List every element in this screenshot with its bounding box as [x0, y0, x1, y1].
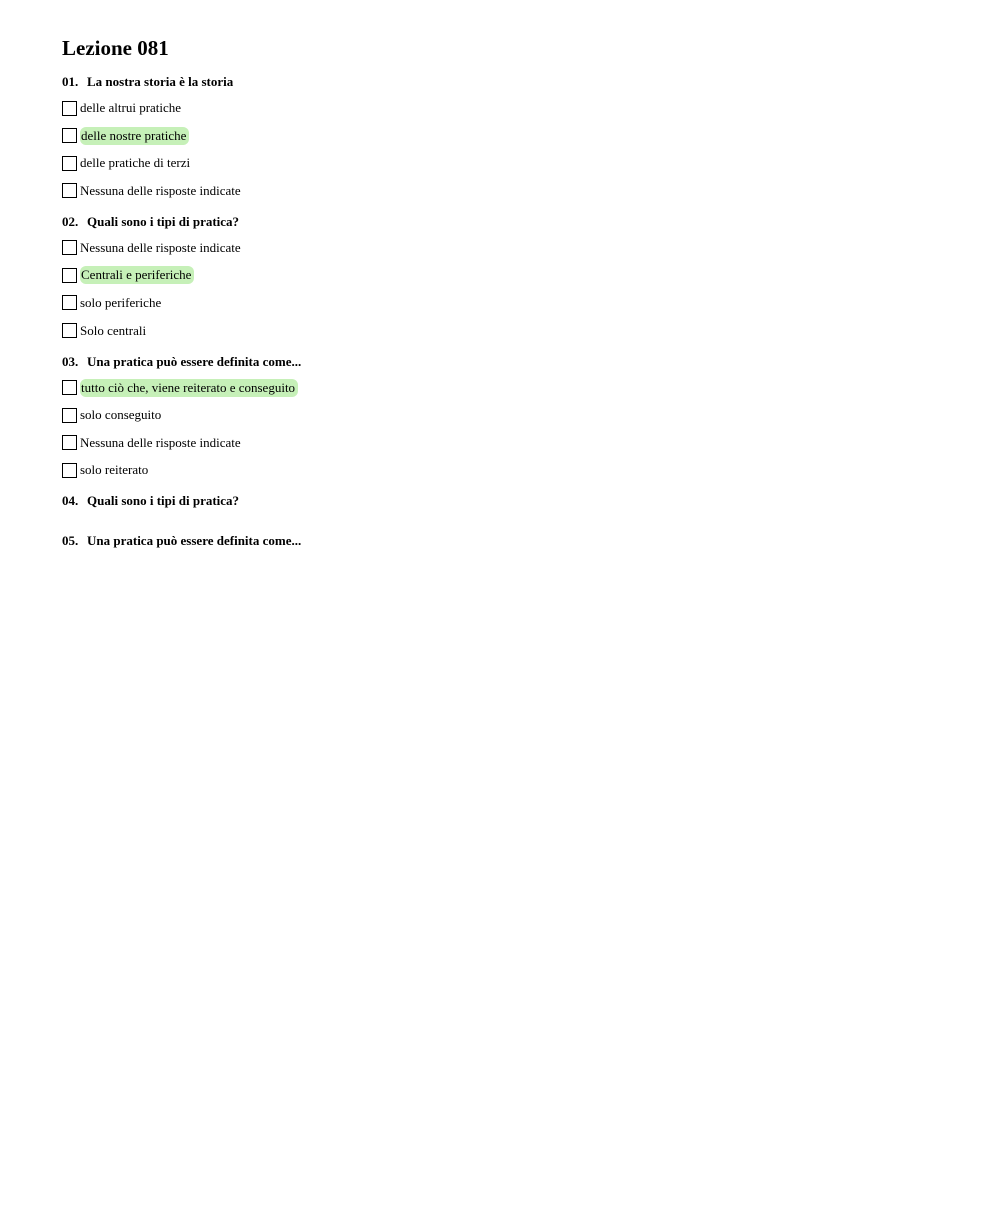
answer-label: Nessuna delle risposte indicate — [80, 182, 241, 198]
question-number: 05. — [62, 533, 79, 549]
answer-option[interactable] — [62, 154, 962, 172]
answer-option[interactable] — [62, 322, 962, 340]
page-title: Lezione 081 — [62, 36, 169, 60]
answer-label: tutto ciò che, viene reiterato e conseguito — [80, 379, 298, 397]
document-page — [62, 36, 962, 573]
answer-option-correct[interactable] — [62, 379, 962, 397]
answer-label: Nessuna delle risposte indicate — [80, 434, 241, 450]
question-label: Quali sono i tipi di pratica? — [87, 213, 240, 229]
answer-option[interactable] — [62, 239, 962, 257]
answer-label: delle nostre pratiche — [80, 127, 189, 145]
answer-option[interactable] — [62, 182, 962, 200]
question-text — [62, 493, 962, 509]
answer-label: Centrali e periferiche — [80, 266, 194, 284]
question-text — [62, 533, 962, 549]
answer-option[interactable] — [62, 294, 962, 312]
answer-label: delle altrui pratiche — [80, 100, 182, 115]
question-number: 01. — [62, 74, 79, 89]
answer-label: Nessuna delle risposte indicate — [80, 239, 241, 255]
answer-option[interactable] — [62, 406, 962, 424]
answer-option[interactable] — [62, 434, 962, 452]
answer-checkbox[interactable] — [62, 295, 77, 310]
answer-checkbox[interactable] — [62, 323, 77, 338]
answer-label: delle pratiche di terzi — [80, 155, 191, 171]
question-1 — [62, 74, 962, 200]
answer-checkbox[interactable] — [62, 156, 77, 171]
question-text — [62, 354, 962, 370]
answer-label: Solo centrali — [80, 322, 147, 338]
answer-checkbox[interactable] — [62, 408, 77, 423]
question-number: 02. — [62, 213, 79, 229]
answer-checkbox[interactable] — [62, 128, 77, 143]
question-text — [62, 214, 962, 230]
answer-checkbox[interactable] — [62, 101, 77, 116]
answer-checkbox[interactable] — [62, 183, 77, 198]
question-text — [62, 74, 962, 90]
answer-label: solo periferiche — [80, 294, 162, 310]
answer-checkbox[interactable] — [62, 380, 77, 395]
answer-option[interactable] — [62, 461, 962, 479]
answer-option-correct[interactable] — [62, 127, 962, 145]
answer-checkbox[interactable] — [62, 435, 77, 450]
answer-label: solo reiterato — [80, 462, 149, 478]
answer-option-correct[interactable] — [62, 266, 962, 284]
answer-checkbox[interactable] — [62, 463, 77, 478]
answer-checkbox[interactable] — [62, 240, 77, 255]
answer-checkbox[interactable] — [62, 268, 77, 283]
question-5 — [62, 533, 962, 549]
question-2 — [62, 214, 962, 340]
question-number: 03. — [62, 353, 79, 369]
question-number: 04. — [62, 493, 79, 509]
question-4 — [62, 493, 962, 509]
question-3 — [62, 354, 962, 480]
question-label: Una pratica può essere definita come... — [87, 533, 302, 549]
answer-option[interactable] — [62, 99, 962, 117]
question-label: Quali sono i tipi di pratica? — [87, 493, 240, 509]
question-label: La nostra storia è la storia — [87, 74, 234, 89]
question-label: Una pratica può essere definita come... — [87, 353, 302, 369]
answer-label: solo conseguito — [80, 407, 162, 423]
